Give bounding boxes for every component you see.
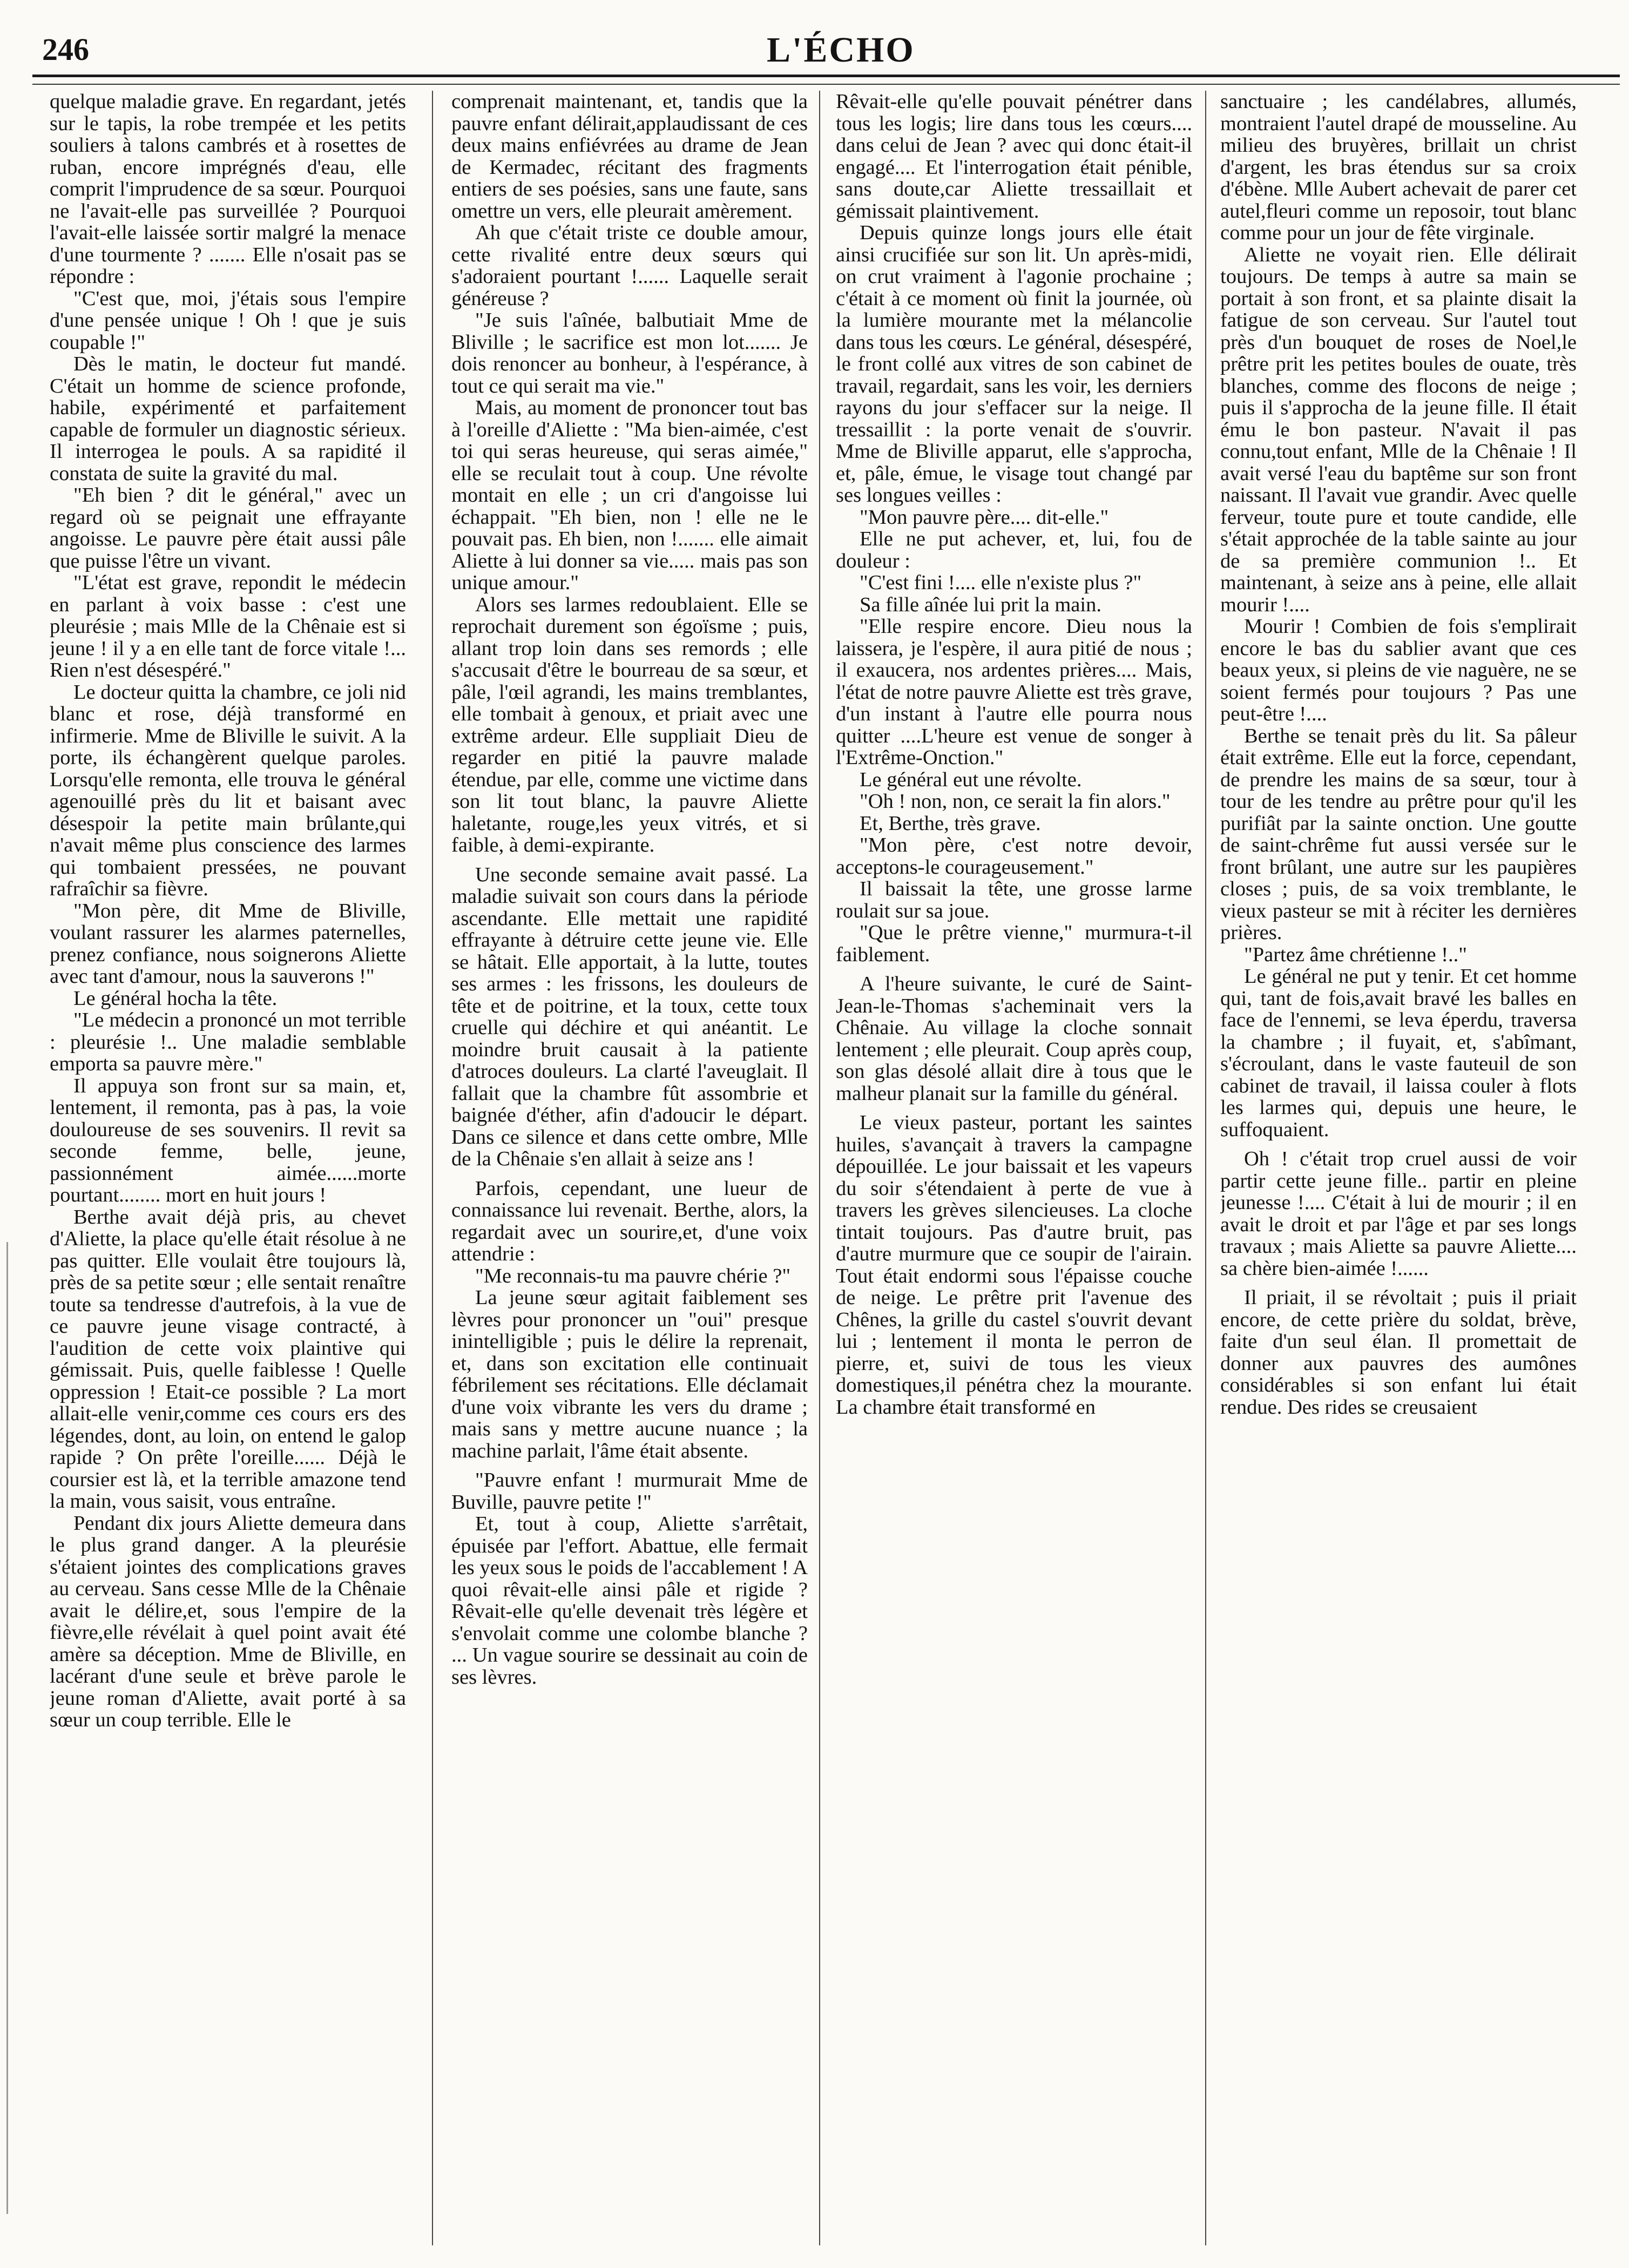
paragraph: Elle ne put achever, et, lui, fou de douleur : bbox=[836, 528, 1192, 572]
paragraph: Le général ne put y tenir. Et cet homme qui, tant de fois,avait bravé les balles en face de l'ennemi, se leva éperdu, traversa la chambre ; il fuyait, et, s'abîmant, s'écroulant, dans le vaste fauteuil de son cabinet de travail, il laissa couler à flots les larmes qui, depuis une heure, le suffoquaient. bbox=[1220, 965, 1577, 1141]
paragraph: sanctuaire ; les candélabres, allumés, montraient l'autel drapé de mousseline. Au milieu des bruyères, brillait un christ d'argent, les bras étendus sur sa croix d'ébène. Mlle Aubert achevait de parer cet autel,fleuri comme un reposoir, tout blanc comme pour un jour de fête virginale. bbox=[1220, 91, 1577, 244]
paragraph: "Je suis l'aînée, balbutiait Mme de Bliville ; le sacrifice est mon lot....... Je dois renoncer au bonheur, à l'espérance, à tout ce qui serait ma vie." bbox=[451, 309, 808, 397]
text-column-3 bbox=[836, 91, 1192, 2245]
paragraph: "Eh bien ? dit le général," avec un regard où se peignait une effrayante angoisse. Le pauvre père était aussi pâle que puisse l'être un vivant. bbox=[50, 484, 406, 572]
paragraph: Mourir ! Combien de fois s'emplirait encore le bas du sablier avant que ces beaux yeux, si pleins de vie naguère, ne se soient fermés pour toujours ? Pas une peut-être !.... bbox=[1220, 615, 1577, 725]
paragraph: "Le médecin a prononcé un mot terrible : pleurésie !.. Une maladie semblable emporta sa pauvre mère." bbox=[50, 1009, 406, 1075]
paragraph: Sa fille aînée lui prit la main. bbox=[860, 593, 1101, 616]
paragraph: Alors ses larmes redoublaient. Elle se reprochait durement son égoïsme ; puis, allant trop loin dans ses remords ; elle s'accusait d'être le bourreau de sa sœur, et pâle, l'œil agrandi, les mains tremblantes, elle tombait à genoux, et priait avec une extrême ardeur. Elle suppliait Dieu de regarder en pitié la pauvre malade étendue, par elle, comme une victime dans son lit tout blanc, la pauvre Aliette haletante, rouge,les yeux vitrés, et si faible, à demi-expirante. bbox=[451, 593, 808, 856]
paragraph: Et, Berthe, très grave. bbox=[860, 812, 1041, 835]
paragraph: Depuis quinze longs jours elle était ainsi crucifiée sur son lit. Un après-midi, on crut vraiment à l'agonie prochaine ; c'était à ce moment où finit la journée, où la lumière mourante met la mélancolie dans tous les cœurs. Le général, désespéré, le front collé aux vitres de son cabinet de travail, regardait, sans les voir, les derniers rayons du jour s'effacer sur la neige. Il tressaillit : la porte venait de s'ouvrir. Mme de Bliville apparut, elle s'approcha, et, pâle, émue, le visage tout changé par ses longues veilles : bbox=[836, 221, 1192, 507]
paragraph: Ah que c'était triste ce double amour, cette rivalité entre deux sœurs qui s'adoraient pourtant !...... Laquelle serait généreuse ? bbox=[451, 221, 808, 310]
paragraph: Berthe se tenait près du lit. Sa pâleur était extrême. Elle eut la force, cependant, de prendre les mains de sa sœur, tour à tour de les tendre au prêtre pour qu'il les purifiât par la sainte onction. Une goutte de saint-chrême fut aussi versée sur le front brûlant, une autre sur les paupières closes ; puis, de sa voix tremblante, le vieux pasteur se mit à réciter les dernières prières. bbox=[1220, 724, 1577, 944]
paragraph: A l'heure suivante, le curé de Saint-Jean-le-Thomas s'acheminait vers la Chênaie. Au village la cloche sonnait lentement ; elle pleurait. Coup après coup, son glas désolé allait dire à tous que le malheur planait sur la famille du général. bbox=[836, 973, 1192, 1105]
paragraph: "Que le prêtre vienne," murmura-t-il faiblement. bbox=[836, 921, 1192, 966]
paragraph: "Pauvre enfant ! murmurait Mme de Buville, pauvre petite !" bbox=[451, 1469, 808, 1514]
paragraph: "Elle respire encore. Dieu nous la laissera, je l'espère, il aura pitié de nous ; il exaucera, nos ardentes prières.... Mais, l'état de notre pauvre Aliette est très grave, d'un instant à l'autre elle pourra nous quitter ....L'heure est venue de songer à l'Extrême-Onction." bbox=[836, 615, 1192, 769]
paragraph: "Mon père, dit Mme de Bliville, voulant rassurer les alarmes paternelles, prenez confiance, nous soignerons Aliette avec tant d'amour, nous la sauverons !" bbox=[50, 899, 406, 988]
page-number: 246 bbox=[42, 32, 89, 67]
paragraph: "Mon pauvre père.... dit-elle." bbox=[860, 505, 1109, 529]
text-column-2 bbox=[451, 91, 808, 2245]
header-rule-thin bbox=[32, 84, 1620, 85]
paragraph: Berthe avait déjà pris, au chevet d'Aliette, la place qu'elle était résolue à ne pas quitter. Elle voulait être toujours là, près de sa petite sœur ; elle sentait renaître toute sa tendresse d'autrefois, à la vue de ce pauvre jeune visage contracté, à l'audition de cette voix plaintive qui gémissait. Puis, quelle faiblesse ! Quelle oppression ! Etait-ce possible ? La mort allait-elle venir,comme ces cours ers des légendes, dont, au loin, on entend le galop rapide ? On prête l'oreille...... Déjà le coursier est là, et la terrible amazone tend la main, vous saisit, vous entraîne. bbox=[50, 1205, 406, 1513]
paragraph: Pendant dix jours Aliette demeura dans le plus grand danger. A la pleurésie s'étaient jointes des complications graves au cerveau. Sans cesse Mlle de la Chênaie avait le délire,et, sous l'empire de la fièvre,elle révélait à quel point avait été amère sa déception. Mme de Bliville, en lacérant d'une seule et brève parole le jeune roman d'Aliette, avait porté à sa sœur un coup terrible. Elle le bbox=[50, 1511, 406, 1731]
paragraph: "Mon père, c'est notre devoir, acceptons-le courageusement." bbox=[836, 834, 1192, 879]
paragraph: "Oh ! non, non, ce serait la fin alors." bbox=[860, 790, 1171, 813]
text-column-1 bbox=[50, 91, 406, 2245]
column-divider bbox=[819, 91, 820, 2245]
paragraph: Le général hocha la tête. bbox=[73, 987, 278, 1010]
paragraph: Et, tout à coup, Aliette s'arrêtait, épuisée par l'effort. Abattue, elle fermait les yeux sous le poids de l'accablement ! A quoi rêvait-elle ainsi pâle et rigide ? Rêvait-elle qu'elle devenait très légère et s'envolait comme une colombe blanche ? ... Un vague sourire se dessinait au coin de ses lèvres. bbox=[451, 1513, 808, 1689]
paragraph: Il priait, il se révoltait ; puis il priait encore, de cette prière du soldat, brève, faite d'un seul élan. Il promettait de donner aux pauvres des aumônes considérables si son enfant lui était rendue. Des rides se creusaient bbox=[1220, 1286, 1577, 1419]
paragraph: "L'état est grave, repondit le médecin en parlant à voix basse : c'est une pleurésie ; mais Mlle de la Chênaie est si jeune ! il y a en elle tant de force vitale !... Rien n'est désespéré." bbox=[50, 571, 406, 681]
paragraph: quelque maladie grave. En regardant, jetés sur le tapis, la robe trempée et les petits souliers à talons cambrés et à rosettes de ruban, encore imprégnés d'eau, elle comprit l'imprudence de sa sœur. Pourquoi ne l'avait-elle pas surveillée ? Pourquoi l'avait-elle laissée sortir malgré la menace d'une tourmente ? ....... Elle n'osait pas se répondre : bbox=[50, 91, 406, 288]
paragraph: "C'est que, moi, j'étais sous l'empire d'une pensée unique ! Oh ! que je suis coupable !" bbox=[50, 287, 406, 354]
paragraph: "C'est fini !.... elle n'existe plus ?" bbox=[860, 571, 1142, 594]
paragraph: Il appuya son front sur sa main, et, lentement, il remonta, pas à pas, la voie douloureuse de ses souvenirs. Il revit sa seconde femme, belle, jeune, passionnément aimée......morte pourtant........ mort en huit jours ! bbox=[50, 1074, 406, 1206]
paragraph: Le docteur quitta la chambre, ce joli nid blanc et rose, déjà transformé en infirmerie. Mme de Bliville le suivit. A la porte, ils échangèrent quelque paroles. Lorsqu'elle remonta, elle trouva le général agenouillé près du lit et baisant avec désespoir la petite main brûlante,qui n'avait même plus conscience des larmes qui tombaient pressées, ne pouvant rafraîchir sa fièvre. bbox=[50, 680, 406, 900]
paragraph: Le général eut une révolte. bbox=[860, 768, 1082, 791]
paragraph: "Partez âme chrétienne !.." bbox=[1244, 943, 1468, 966]
paragraph: Une seconde semaine avait passé. La maladie suivait son cours dans la période ascendante. Elle mettait une rapidité effrayante à détruire cette jeune vie. Elle se hâtait. Elle apportait, à la lutte, toutes ses armes : les frissons, les douleurs de tête et de poitrine, et la toux, cette toux cruelle qui déchire et qui anéantit. Le moindre bruit causait à la patiente d'atroces douleurs. La clarté l'aveuglait. Il fallait que la chambre fût assombrie et baignée d'éther, afin d'adoucir le départ. Dans ce silence et dans cette ombre, Mlle de la Chênaie s'en allait à seize ans ! bbox=[451, 863, 808, 1170]
header-rule bbox=[32, 75, 1620, 77]
page-edge-mark bbox=[6, 1242, 8, 2214]
paragraph: Aliette ne voyait rien. Elle délirait toujours. De temps à autre sa main se portait à son front, et sa plainte disait la fatigue de son cerveau. Sur l'autel tout près d'un bouquet de roses de Noel,le prêtre prit les petites boules de ouate, très blanches, comme des flocons de neige ; puis il s'approcha de la jeune fille. Il était ému le bon pasteur. N'avait il pas connu,tout enfant, Mlle de la Chênaie ! Il avait versé l'eau du baptême sur son front naissant. Il l'avait vue grandir. Avec quelle ferveur, toute pure et toute candide, elle s'était approchée de la table sainte au jour de sa première communion !.. Et maintenant, à seize ans à peine, elle allait mourir !.... bbox=[1220, 243, 1577, 616]
page-header bbox=[0, 0, 1629, 92]
paragraph: Parfois, cependant, une lueur de connaissance lui revenait. Berthe, alors, la regardait avec un sourire,et, d'une voix attendrie : bbox=[451, 1177, 808, 1265]
paragraph: Dès le matin, le docteur fut mandé. C'était un homme de science profonde, habile, expérimenté et parfaitement capable de formuler un diagnostic sérieux. Il interrogea le pouls. A sa rapidité il constata de suite la gravité du mal. bbox=[50, 353, 406, 485]
paragraph: "Me reconnais-tu ma pauvre chérie ?" bbox=[475, 1264, 791, 1287]
text-column-4 bbox=[1220, 91, 1577, 2245]
column-divider bbox=[432, 91, 433, 2245]
column-divider bbox=[1205, 91, 1206, 2245]
paragraph: comprenait maintenant, et, tandis que la pauvre enfant délirait,applaudissant de ces deux mains enfiévrées au drame de Jean de Kermadec, récitant des fragments entiers de ses poésies, sans une faute, sans omettre un vers, elle pleurait amèrement. bbox=[451, 91, 808, 222]
paragraph: Le vieux pasteur, portant les saintes huiles, s'avançait à travers la campagne dépouillée. Le jour baissait et les vapeurs du soir s'étendaient à perte de vue à travers les grèves silencieuses. La cloche tintait toujours. Pas d'autre bruit, pas d'autre murmure que ce soupir de l'airain. Tout était endormi sous l'épaisse couche de neige. Le prêtre prit l'avenue des Chênes, la grille du castel s'ouvrit devant lui ; lentement il monta le perron de pierre, et, suivi de tous les vieux domestiques,il pénétra chez la mourante. La chambre était transformé en bbox=[836, 1111, 1192, 1419]
publication-title: L'ÉCHO bbox=[767, 30, 915, 70]
paragraph: Rêvait-elle qu'elle pouvait pénétrer dans tous les logis; lire dans tous les cœurs.... dans celui de Jean ? avec qui donc était-il engagé.... Et l'interrogation était pénible, sans doute,car Aliette tressaillait et gémissait plaintivement. bbox=[836, 91, 1192, 222]
paragraph: La jeune sœur agitait faiblement ses lèvres pour prononcer un "oui" presque inintelligible ; puis le délire la reprenait, et, dans son excitation elle continuait fébrilement ses récitations. Elle déclamait d'une voix vibrante les vers du drame ; mais sans y mettre aucune nuance ; la machine parlait, l'âme était absente. bbox=[451, 1286, 808, 1462]
paragraph: Oh ! c'était trop cruel aussi de voir partir cette jeune fille.. partir en pleine jeunesse !.... C'était à lui de mourir ; il en avait le droit et par l'âge et par ses longs travaux ; mais Aliette sa pauvre Aliette.... sa chère bien-aimée !...... bbox=[1220, 1148, 1577, 1280]
paragraph: Mais, au moment de prononcer tout bas à l'oreille d'Aliette : "Ma bien-aimée, c'est toi qui seras heureuse, qui seras aimée," elle se reculait tout à coup. Une révolte montait en elle ; un cri d'angoisse lui échappait. "Eh bien, non ! elle ne le pouvait pas. Eh bien, non !....... elle aimait Aliette à lui donner sa vie..... mais pas son unique amour." bbox=[451, 396, 808, 594]
paragraph: Il baissait la tête, une grosse larme roulait sur sa joue. bbox=[836, 878, 1192, 922]
